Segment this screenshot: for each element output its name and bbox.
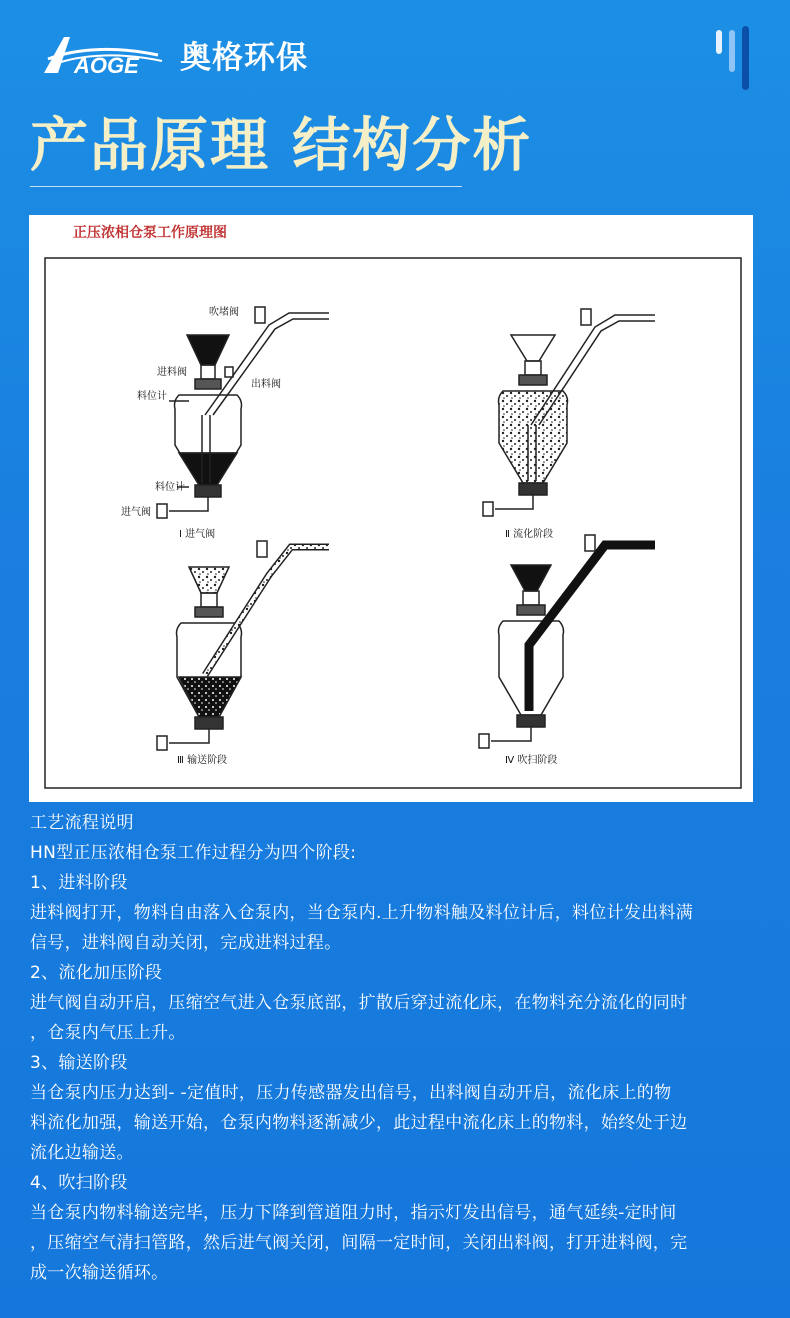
description-line: 当仓泵内压力达到- -定值时，压力传感器发出信号，出料阀自动开启，流化床上的物	[30, 1083, 672, 1103]
description-line: 4、吹扫阶段	[30, 1173, 128, 1193]
description-line: 当仓泵内物料输送完毕，压力下降到管道阻力时，指示灯发出信号，通气延续-定时间	[30, 1203, 677, 1223]
stage-2-pump	[483, 309, 655, 516]
stage-3-pump	[157, 541, 329, 750]
process-description	[30, 808, 765, 1288]
label-inlet-air-valve: 进气阀	[121, 507, 151, 518]
description-line: 2、流化加压阶段	[30, 963, 163, 983]
description-line: 进料阀打开，物料自由落入仓泵内，当仓泵内.上升物料触及料位计后，料位计发出料满	[30, 903, 694, 923]
description-line: 成一次输送循环。	[30, 1263, 169, 1283]
diagram-frame	[45, 258, 741, 788]
label-feed-valve: 进料阀	[157, 367, 187, 378]
stage-4-pump	[479, 535, 655, 748]
brand-name: 奥格环保	[180, 39, 308, 76]
description-line: 1、进料阶段	[30, 873, 128, 893]
logo-wordmark: AOGE	[74, 53, 139, 78]
stage-4-label: Ⅳ 吹扫阶段	[505, 755, 558, 766]
description-line: 信号，进料阀自动关闭，完成进料过程。	[30, 933, 342, 953]
decor-bars-icon	[716, 26, 756, 90]
label-level-gauge-bottom: 料位计	[155, 482, 185, 493]
description-line: 进气阀自动开启，压缩空气进入仓泵底部，扩散后穿过流化床，在物料充分流化的同时	[30, 993, 688, 1013]
diagram-panel	[29, 215, 753, 802]
description-line: 工艺流程说明	[30, 813, 134, 833]
brand-logo	[40, 28, 308, 80]
description-line: ，仓泵内气压上升。	[30, 1023, 186, 1043]
label-blow-valve: 吹堵阀	[209, 307, 239, 318]
pump-diagram	[29, 215, 753, 802]
description-line: 料流化加强，输送开始，仓泵内物料逐渐减少，此过程中流化床上的物料，始终处于边	[30, 1113, 688, 1133]
description-line: 3、输送阶段	[30, 1053, 128, 1073]
title-divider	[30, 186, 462, 187]
description-line: 流化边输送。	[30, 1143, 134, 1163]
aoge-logo-icon	[40, 29, 170, 79]
page-title: 产品原理 结构分析	[30, 111, 533, 179]
description-line: ，压缩空气清扫管路，然后进气阀关闭，间隔一定时间，关闭出料阀，打开进料阀，完	[30, 1233, 688, 1253]
label-discharge-valve: 出料阀	[251, 379, 281, 390]
stage-3-label: Ⅲ 输送阶段	[177, 755, 228, 766]
label-level-gauge-top: 料位计	[137, 391, 167, 402]
diagram-caption: 正压浓相仓泵工作原理图	[73, 225, 227, 241]
stage-1-label: Ⅰ 进气阀	[179, 529, 216, 540]
description-line: HN型正压浓相仓泵工作过程分为四个阶段:	[30, 843, 357, 863]
stage-2-label: Ⅱ 流化阶段	[505, 529, 554, 540]
